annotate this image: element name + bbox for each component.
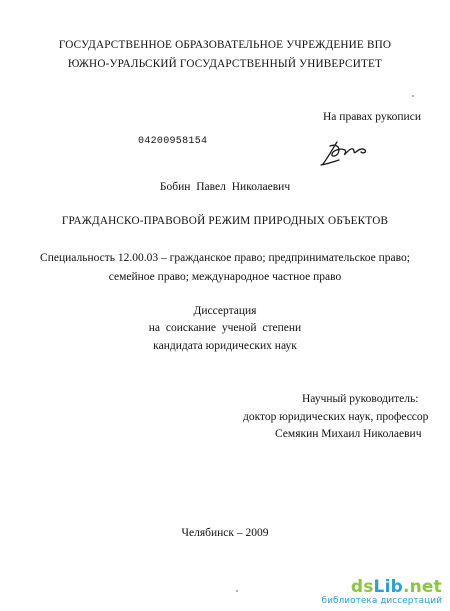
- dissertation-title: ГРАЖДАНСКО-ПРАВОВОЙ РЕЖИМ ПРИРОДНЫХ ОБЪЕКТОВ: [61, 215, 389, 227]
- supervisor-label: Научный руководитель:: [302, 393, 419, 405]
- degree-line-2: кандидата юридических наук: [153, 340, 297, 352]
- scan-speck: [412, 95, 414, 97]
- watermark: [322, 578, 442, 607]
- specialty-line-2: семейное право; международное частное право: [108, 271, 342, 283]
- registration-number: 04200958154: [138, 136, 208, 147]
- degree-line-1: на соискание ученой степени: [148, 322, 302, 334]
- scan-speck: [236, 590, 238, 592]
- manuscript-note: На правах рукописи: [323, 111, 421, 123]
- specialty-line-1: Специальность 12.00.03 – гражданское право; предпринимательское право;: [40, 252, 410, 264]
- city-year: Челябинск – 2009: [181, 527, 269, 539]
- watermark-logo: dsLib.net: [350, 577, 442, 597]
- institution-line-2: ЮЖНО-УРАЛЬСКИЙ ГОСУДАРСТВЕННЫЙ УНИВЕРСИТЕТ: [67, 58, 383, 70]
- watermark-subtitle: библиотека диссертаций: [321, 596, 442, 606]
- author-name: Бобин Павел Николаевич: [159, 181, 291, 193]
- supervisor-name: Семякин Михаил Николаевич: [275, 428, 422, 440]
- supervisor-rank: доктор юридических наук, профессор: [243, 411, 429, 423]
- handwritten-signature: [317, 134, 377, 170]
- institution-line-1: ГОСУДАРСТВЕННОЕ ОБРАЗОВАТЕЛЬНОЕ УЧРЕЖДЕНИЕ ВПО: [58, 39, 392, 51]
- work-type: Диссертация: [193, 305, 257, 317]
